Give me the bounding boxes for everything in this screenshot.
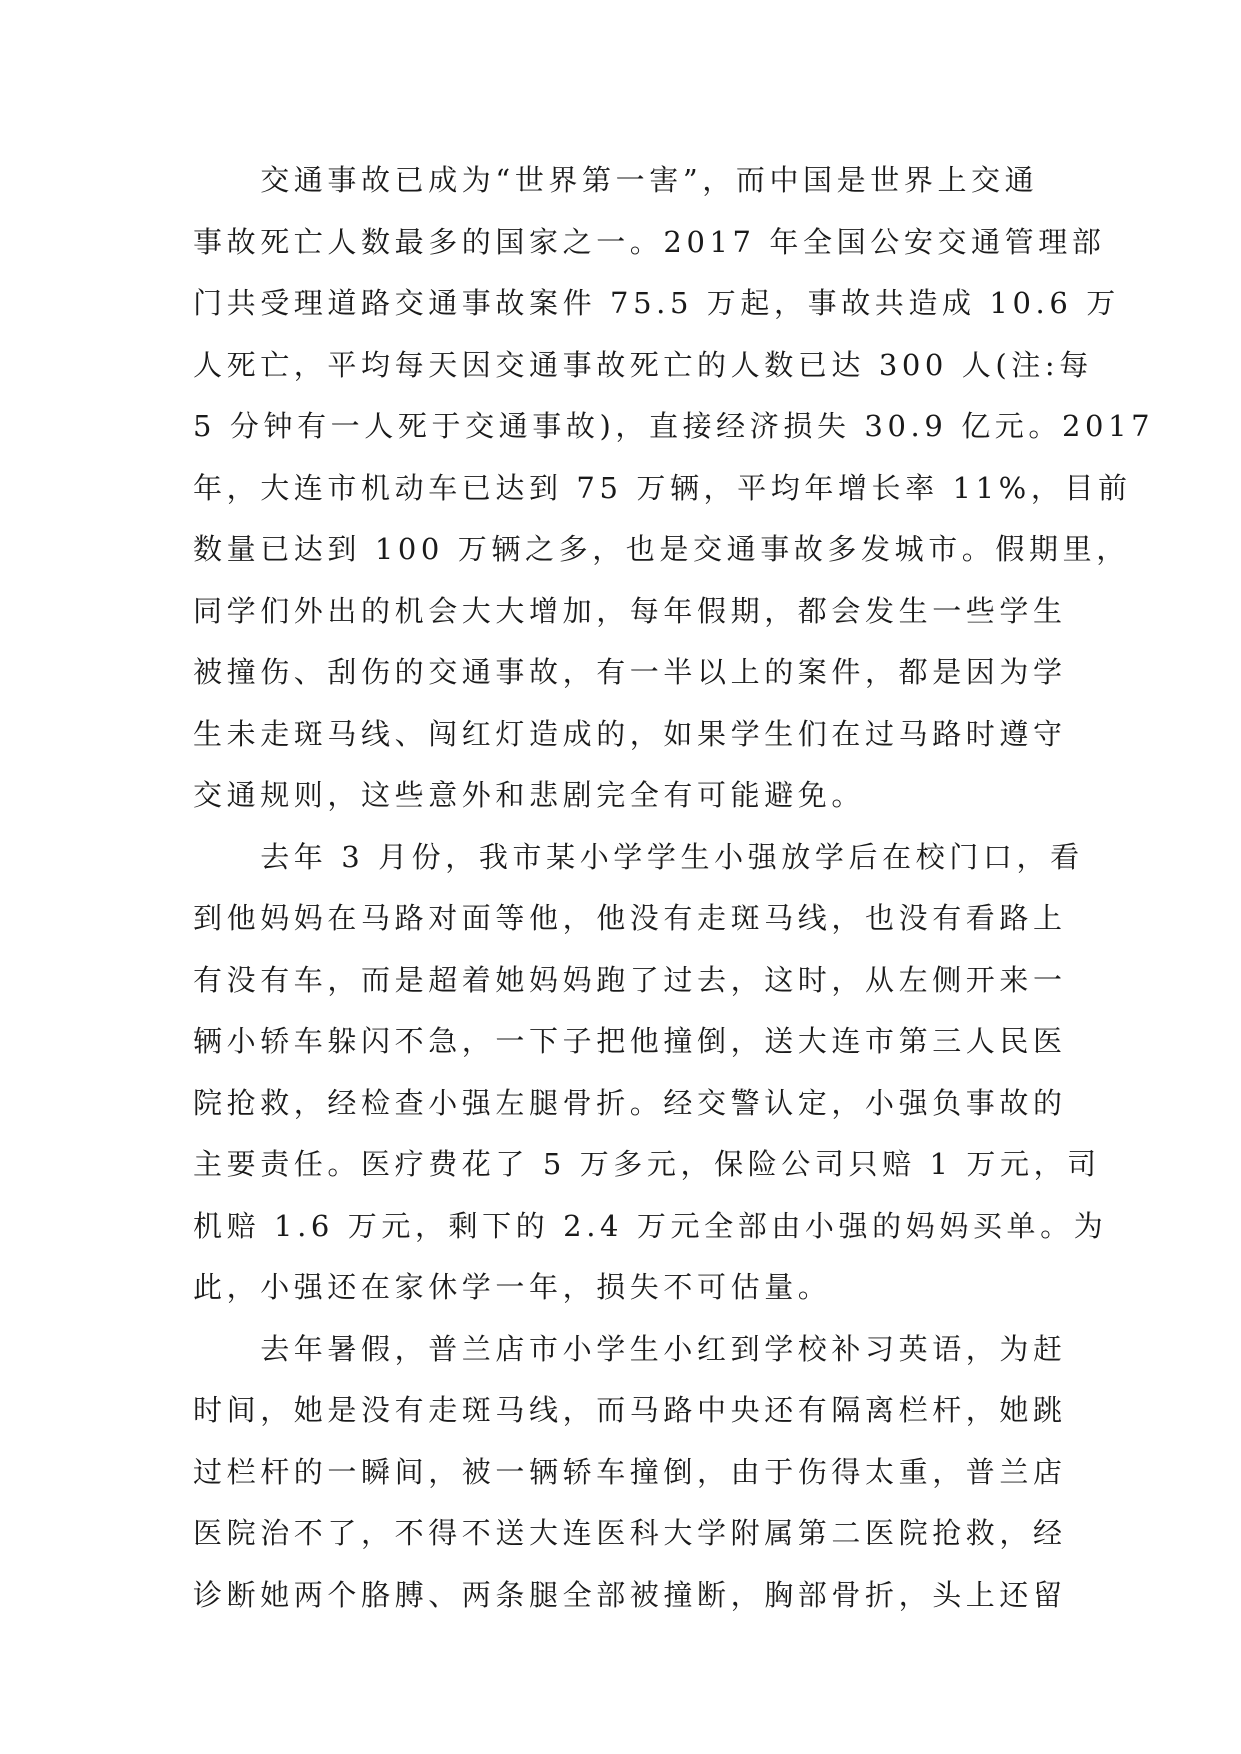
text-line: 医院治不了，不得不送大连医科大学附属第二医院抢救，经 (193, 1516, 1067, 1550)
text-line: 交通规则，这些意外和悲剧完全有可能避免。 (193, 778, 866, 812)
text-line: 年，大连市机动车已达到 75 万辆，平均年增长率 11%，目前 (193, 470, 1132, 505)
text-line: 事故死亡人数最多的国家之一。2017 年全国公安交通管理部 (193, 224, 1106, 259)
text-line: 院抢救，经检查小强左腿骨折。经交警认定，小强负事故的 (193, 1085, 1067, 1120)
text-line: 去年 3 月份，我市某小学学生小强放学后在校门口，看 (193, 839, 1084, 874)
text-line: 5 分钟有一人死于交通事故)，直接经济损失 30.9 亿元。2017 (193, 409, 1155, 443)
text-line: 同学们外出的机会大大增加，每年假期，都会发生一些学生 (193, 593, 1067, 628)
text-line: 被撞伤、刮伤的交通事故，有一半以上的案件，都是因为学 (193, 655, 1067, 689)
text-line: 此，小强还在家休学一年，损失不可估量。 (193, 1270, 832, 1304)
text-line: 交通事故已成为“世界第一害”，而中国是世界上交通 (193, 163, 1039, 197)
text-line: 诊断她两个胳膊、两条腿全部被撞断，胸部骨折，头上还留 (193, 1577, 1067, 1612)
text-line: 机赔 1.6 万元，剩下的 2.4 万元全部由小强的妈妈买单。为 (193, 1208, 1108, 1243)
text-line: 数量已达到 100 万辆之多，也是交通事故多发城市。假期里， (193, 532, 1130, 566)
text-line: 去年暑假，普兰店市小学生小红到学校补习英语，为赶 (193, 1331, 1067, 1366)
text-line: 门共受理道路交通事故案件 75.5 万起，事故共造成 10.6 万 (193, 286, 1120, 320)
text-line: 人死亡，平均每天因交通事故死亡的人数已达 300 人(注:每 (193, 347, 1093, 382)
text-line: 过栏杆的一瞬间，被一辆轿车撞倒，由于伤得太重，普兰店 (193, 1454, 1067, 1489)
document-body (193, 150, 1155, 1626)
text-line: 有没有车，而是超着她妈妈跑了过去，这时，从左侧开来一 (193, 962, 1067, 997)
text-line: 到他妈妈在马路对面等他，他没有走斑马线，也没有看路上 (193, 901, 1067, 935)
text-line: 生未走斑马线、闯红灯造成的，如果学生们在过马路时遵守 (193, 716, 1067, 751)
text-line: 主要责任。医疗费花了 5 万多元，保险公司只赔 1 万元，司 (193, 1147, 1101, 1181)
text-line: 时间，她是没有走斑马线，而马路中央还有隔离栏杆，她跳 (193, 1393, 1067, 1427)
text-line: 辆小轿车躲闪不急，一下子把他撞倒，送大连市第三人民医 (193, 1024, 1067, 1058)
